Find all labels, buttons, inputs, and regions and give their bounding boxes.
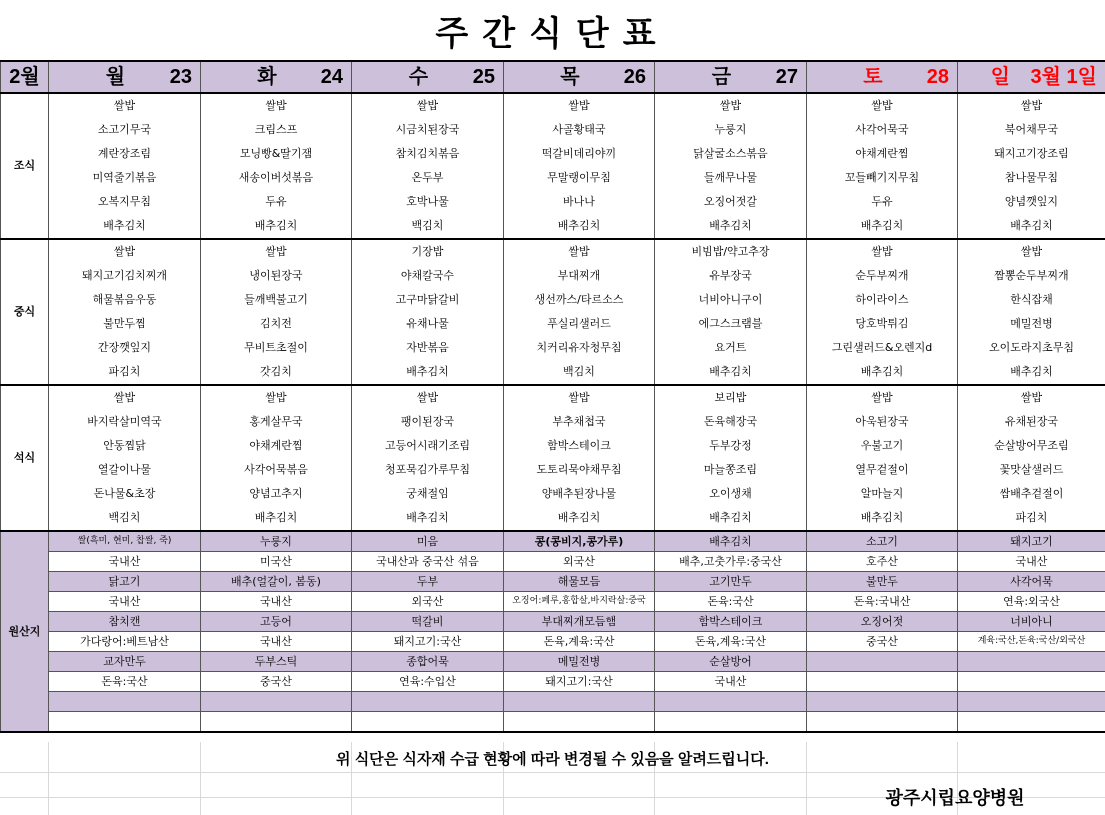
menu-item: 배추김치	[655, 360, 807, 385]
origin-cell	[201, 692, 352, 712]
origin-cell: 외국산	[352, 592, 504, 612]
menu-item: 오복지무침	[49, 190, 201, 214]
menu-item: 쌀밥	[201, 239, 352, 264]
origin-cell	[201, 712, 352, 733]
origin-cell	[352, 712, 504, 733]
menu-row	[1, 93, 1105, 118]
origin-cell	[807, 712, 958, 733]
origin-cell: 고등어	[201, 612, 352, 632]
origin-row	[1, 672, 1105, 692]
menu-item: 크림스프	[201, 118, 352, 142]
menu-item: 궁채절임	[352, 482, 504, 506]
menu-item: 에그스크램블	[655, 312, 807, 336]
menu-item: 갓김치	[201, 360, 352, 385]
menu-row	[1, 214, 1105, 239]
weekday-label: 일	[990, 66, 1010, 88]
origin-label: 원산지	[1, 531, 49, 732]
date-label: 3월 1일	[1030, 66, 1097, 88]
origin-cell: 돈육,계육:국산	[655, 632, 807, 652]
menu-item: 바나나	[504, 190, 655, 214]
menu-item: 쌈배추겉절이	[958, 482, 1105, 506]
origin-cell: 배추(얼갈이, 봄동)	[201, 572, 352, 592]
menu-item: 배추김치	[352, 360, 504, 385]
menu-item: 야채칼국수	[352, 264, 504, 288]
weekday-label: 월	[105, 66, 126, 88]
origin-cell: 메밀전병	[504, 652, 655, 672]
menu-item: 열갈이나물	[49, 458, 201, 482]
origin-cell: 오징어:페루,홍합살,바지락살:중국	[504, 592, 655, 612]
menu-item: 온두부	[352, 166, 504, 190]
menu-item: 쌀밥	[504, 385, 655, 410]
menu-item: 오이도라지초무침	[958, 336, 1105, 360]
origin-row	[1, 692, 1105, 712]
menu-item: 열무겉절이	[807, 458, 958, 482]
menu-item: 들깨무나물	[655, 166, 807, 190]
month-cell	[1, 61, 49, 93]
menu-item: 꼬들빼기지무침	[807, 166, 958, 190]
date-label: 25	[472, 66, 495, 88]
origin-cell: 계육:국산,돈육:국산/외국산	[958, 632, 1105, 652]
origin-cell: 가다랑어:베트남산	[49, 632, 201, 652]
menu-item: 두부강정	[655, 434, 807, 458]
menu-item: 너비아니구이	[655, 288, 807, 312]
menu-item: 참치김치볶음	[352, 142, 504, 166]
menu-item: 야채계란찜	[201, 434, 352, 458]
menu-item: 치커리유자청무침	[504, 336, 655, 360]
menu-item: 유채된장국	[958, 410, 1105, 434]
menu-item: 간장깻잎지	[49, 336, 201, 360]
menu-item: 배추김치	[807, 214, 958, 239]
origin-cell: 연육:수입산	[352, 672, 504, 692]
origin-cell: 국내산	[655, 672, 807, 692]
menu-item: 쌀밥	[201, 385, 352, 410]
menu-row	[1, 142, 1105, 166]
menu-item: 우불고기	[807, 434, 958, 458]
menu-item: 도토리묵야채무침	[504, 458, 655, 482]
weekday-label: 토	[863, 66, 883, 88]
menu-item: 미역줄기볶음	[49, 166, 201, 190]
menu-item: 쌀밥	[958, 385, 1105, 410]
day-header-cell	[958, 61, 1105, 93]
menu-item: 배추김치	[655, 214, 807, 239]
origin-cell	[958, 672, 1105, 692]
origin-cell	[655, 712, 807, 733]
menu-item: 고등어시래기조림	[352, 434, 504, 458]
origin-cell: 배추김치	[655, 531, 807, 552]
menu-item: 돈나물&초장	[49, 482, 201, 506]
menu-item: 배추김치	[958, 360, 1105, 385]
origin-cell: 국내산	[201, 632, 352, 652]
menu-item: 해물볶음우동	[49, 288, 201, 312]
weekday-label: 수	[408, 66, 429, 88]
day-header-cell	[201, 61, 352, 93]
menu-item: 푸실리샐러드	[504, 312, 655, 336]
menu-item: 배추김치	[655, 506, 807, 531]
menu-item: 배추김치	[352, 506, 504, 531]
origin-cell: 배추,고춧가루:중국산	[655, 552, 807, 572]
origin-cell	[655, 692, 807, 712]
origin-cell: 국내산	[49, 552, 201, 572]
menu-item: 참나물무침	[958, 166, 1105, 190]
notice-text: 위 식단은 식자재 수급 현황에 따라 변경될 수 있음을 알려드립니다.	[336, 751, 769, 768]
menu-item: 꽃맛살샐러드	[958, 458, 1105, 482]
menu-item: 오이생채	[655, 482, 807, 506]
menu-item: 쌀밥	[352, 93, 504, 118]
origin-cell: 국내산과 중국산 섞음	[352, 552, 504, 572]
menu-item: 사각어묵국	[807, 118, 958, 142]
origin-cell: 미국산	[201, 552, 352, 572]
origin-cell	[807, 652, 958, 672]
menu-item: 배추김치	[504, 506, 655, 531]
origin-cell: 중국산	[201, 672, 352, 692]
origin-cell: 외국산	[504, 552, 655, 572]
menu-item: 청포묵김가루무침	[352, 458, 504, 482]
menu-item: 쌀밥	[504, 93, 655, 118]
menu-item: 시금치된장국	[352, 118, 504, 142]
weekday-label: 금	[711, 66, 732, 88]
menu-item: 마늘쫑조림	[655, 458, 807, 482]
origin-cell: 두부스틱	[201, 652, 352, 672]
origin-row	[1, 632, 1105, 652]
menu-item: 백김치	[352, 214, 504, 239]
menu-item: 배추김치	[201, 506, 352, 531]
menu-row	[1, 434, 1105, 458]
day-header-cell	[807, 61, 958, 93]
origin-cell: 닭고기	[49, 572, 201, 592]
origin-cell: 미음	[352, 531, 504, 552]
origin-cell: 돼지고기:국산	[504, 672, 655, 692]
weekday-label: 화	[257, 66, 277, 88]
origin-cell: 해물모듬	[504, 572, 655, 592]
menu-item: 비빔밥/약고추장	[655, 239, 807, 264]
menu-item: 두유	[807, 190, 958, 214]
menu-item: 쌀밥	[958, 239, 1105, 264]
menu-item: 무말랭이무침	[504, 166, 655, 190]
menu-item: 계란장조림	[49, 142, 201, 166]
menu-item: 양배추된장나물	[504, 482, 655, 506]
menu-item: 유부장국	[655, 264, 807, 288]
menu-row	[1, 360, 1105, 385]
origin-cell: 쌀(흑미, 현미, 찹쌀, 죽)	[49, 531, 201, 552]
menu-item: 사골황태국	[504, 118, 655, 142]
origin-cell: 국내산	[201, 592, 352, 612]
origin-cell: 누룽지	[201, 531, 352, 552]
date-label: 28	[926, 66, 949, 88]
menu-item: 떡갈비데리야끼	[504, 142, 655, 166]
origin-cell	[807, 692, 958, 712]
menu-item: 요거트	[655, 336, 807, 360]
origin-cell: 국내산	[49, 592, 201, 612]
menu-item: 배추김치	[958, 214, 1105, 239]
menu-item: 야채계란찜	[807, 142, 958, 166]
menu-row	[1, 482, 1105, 506]
origin-row	[1, 592, 1105, 612]
menu-item: 생선까스/타르소스	[504, 288, 655, 312]
menu-item: 알마늘지	[807, 482, 958, 506]
origin-cell: 참치캔	[49, 612, 201, 632]
origin-row	[1, 552, 1105, 572]
menu-item: 양념깻잎지	[958, 190, 1105, 214]
menu-item: 쌀밥	[49, 385, 201, 410]
menu-item: 안동찜닭	[49, 434, 201, 458]
origin-cell: 너비아니	[958, 612, 1105, 632]
menu-item: 오징어젓갈	[655, 190, 807, 214]
origin-cell: 종합어묵	[352, 652, 504, 672]
menu-item: 김치전	[201, 312, 352, 336]
date-label: 26	[623, 66, 646, 88]
menu-item: 배추김치	[807, 360, 958, 385]
origin-row	[1, 712, 1105, 733]
menu-row	[1, 264, 1105, 288]
menu-item: 유채나물	[352, 312, 504, 336]
menu-item: 사각어묵볶음	[201, 458, 352, 482]
menu-row	[1, 118, 1105, 142]
menu-row	[1, 385, 1105, 410]
menu-item: 배추김치	[49, 214, 201, 239]
menu-item: 아욱된장국	[807, 410, 958, 434]
menu-item: 쌀밥	[49, 93, 201, 118]
date-label: 23	[169, 66, 192, 88]
origin-row	[1, 612, 1105, 632]
origin-cell: 돈육,계육:국산	[504, 632, 655, 652]
origin-cell: 함박스테이크	[655, 612, 807, 632]
menu-item: 파김치	[958, 506, 1105, 531]
menu-row	[1, 190, 1105, 214]
origin-cell: 불만두	[807, 572, 958, 592]
menu-item: 호박나물	[352, 190, 504, 214]
menu-item: 누룽지	[655, 118, 807, 142]
menu-row	[1, 288, 1105, 312]
menu-item: 무비트초절이	[201, 336, 352, 360]
origin-cell: 국내산	[958, 552, 1105, 572]
date-header-row	[1, 61, 1105, 93]
menu-item: 소고기무국	[49, 118, 201, 142]
origin-cell	[958, 652, 1105, 672]
menu-item: 기장밥	[352, 239, 504, 264]
origin-cell: 돈육:국산	[49, 672, 201, 692]
breakfast-label: 조식	[1, 93, 49, 239]
origin-cell	[807, 672, 958, 692]
menu-item: 북어채무국	[958, 118, 1105, 142]
menu-item: 돈육해장국	[655, 410, 807, 434]
day-header-cell	[504, 61, 655, 93]
menu-item: 메밀전병	[958, 312, 1105, 336]
menu-item: 돼지고기장조림	[958, 142, 1105, 166]
menu-row	[1, 239, 1105, 264]
menu-item: 바지락살미역국	[49, 410, 201, 434]
menu-item: 함박스테이크	[504, 434, 655, 458]
menu-item: 들깨백불고기	[201, 288, 352, 312]
menu-item: 불만두찜	[49, 312, 201, 336]
menu-row	[1, 410, 1105, 434]
origin-cell: 사각어묵	[958, 572, 1105, 592]
menu-item: 새송이버섯볶음	[201, 166, 352, 190]
origin-cell: 중국산	[807, 632, 958, 652]
menu-item: 쌀밥	[807, 93, 958, 118]
day-header-cell	[352, 61, 504, 93]
origin-row	[1, 531, 1105, 552]
origin-cell: 교자만두	[49, 652, 201, 672]
lunch-label: 중식	[1, 239, 49, 385]
origin-cell	[49, 692, 201, 712]
origin-row	[1, 652, 1105, 672]
menu-item: 쌀밥	[352, 385, 504, 410]
menu-item: 쌀밥	[201, 93, 352, 118]
origin-cell: 호주산	[807, 552, 958, 572]
menu-row	[1, 458, 1105, 482]
menu-item: 쌀밥	[504, 239, 655, 264]
menu-item: 배추김치	[807, 506, 958, 531]
origin-cell: 돈육:국산	[655, 592, 807, 612]
menu-item: 두유	[201, 190, 352, 214]
dinner-label: 석식	[1, 385, 49, 531]
origin-cell	[49, 712, 201, 733]
menu-item: 부추채첩국	[504, 410, 655, 434]
menu-item: 백김치	[504, 360, 655, 385]
weekday-label: 2월	[9, 66, 40, 88]
menu-item: 고구마닭갈비	[352, 288, 504, 312]
date-label: 24	[320, 66, 343, 88]
menu-item: 쌀밥	[958, 93, 1105, 118]
page-title: 주간식단표	[435, 14, 670, 53]
menu-item: 쌀밥	[49, 239, 201, 264]
weekly-menu-table	[0, 60, 1105, 733]
origin-cell: 순살방어	[655, 652, 807, 672]
origin-cell	[352, 692, 504, 712]
hospital-name: 광주시립요양병원	[885, 788, 1025, 808]
menu-item: 배추김치	[201, 214, 352, 239]
origin-row	[1, 572, 1105, 592]
day-header-cell	[655, 61, 807, 93]
menu-row	[1, 166, 1105, 190]
menu-item: 순두부찌개	[807, 264, 958, 288]
origin-cell: 고기만두	[655, 572, 807, 592]
origin-cell: 떡갈비	[352, 612, 504, 632]
menu-item: 홍게살무국	[201, 410, 352, 434]
menu-item: 그린샐러드&오렌지d	[807, 336, 958, 360]
menu-item: 냉이된장국	[201, 264, 352, 288]
origin-cell: 돼지고기	[958, 531, 1105, 552]
origin-cell: 두부	[352, 572, 504, 592]
menu-item: 부대찌개	[504, 264, 655, 288]
menu-row	[1, 506, 1105, 531]
weekday-label: 목	[560, 66, 580, 88]
day-header-cell	[49, 61, 201, 93]
menu-item: 보리밥	[655, 385, 807, 410]
origin-cell: 오징어젓	[807, 612, 958, 632]
origin-cell: 돈육:국내산	[807, 592, 958, 612]
menu-item: 팽이된장국	[352, 410, 504, 434]
origin-cell: 콩(콩비지,콩가루)	[504, 531, 655, 552]
menu-row	[1, 336, 1105, 360]
menu-item: 한식잡채	[958, 288, 1105, 312]
origin-cell	[504, 692, 655, 712]
menu-item: 당호박튀김	[807, 312, 958, 336]
origin-cell	[958, 712, 1105, 733]
origin-cell	[504, 712, 655, 733]
origin-cell	[958, 692, 1105, 712]
menu-item: 쌀밥	[807, 385, 958, 410]
menu-item: 쌀밥	[655, 93, 807, 118]
origin-cell: 부대찌개모듬햄	[504, 612, 655, 632]
menu-item: 모닝빵&딸기잼	[201, 142, 352, 166]
menu-item: 짬뽕순두부찌개	[958, 264, 1105, 288]
origin-cell: 돼지고기:국산	[352, 632, 504, 652]
menu-item: 하이라이스	[807, 288, 958, 312]
date-label: 27	[775, 66, 798, 88]
menu-item: 닭살굴소스볶음	[655, 142, 807, 166]
menu-item: 양념고추지	[201, 482, 352, 506]
menu-item: 백김치	[49, 506, 201, 531]
origin-cell: 연육:외국산	[958, 592, 1105, 612]
menu-item: 자반볶음	[352, 336, 504, 360]
menu-item: 배추김치	[504, 214, 655, 239]
menu-row	[1, 312, 1105, 336]
origin-cell: 소고기	[807, 531, 958, 552]
menu-item: 순살방어무조림	[958, 434, 1105, 458]
menu-item: 쌀밥	[807, 239, 958, 264]
menu-item: 파김치	[49, 360, 201, 385]
menu-item: 돼지고기김치찌개	[49, 264, 201, 288]
